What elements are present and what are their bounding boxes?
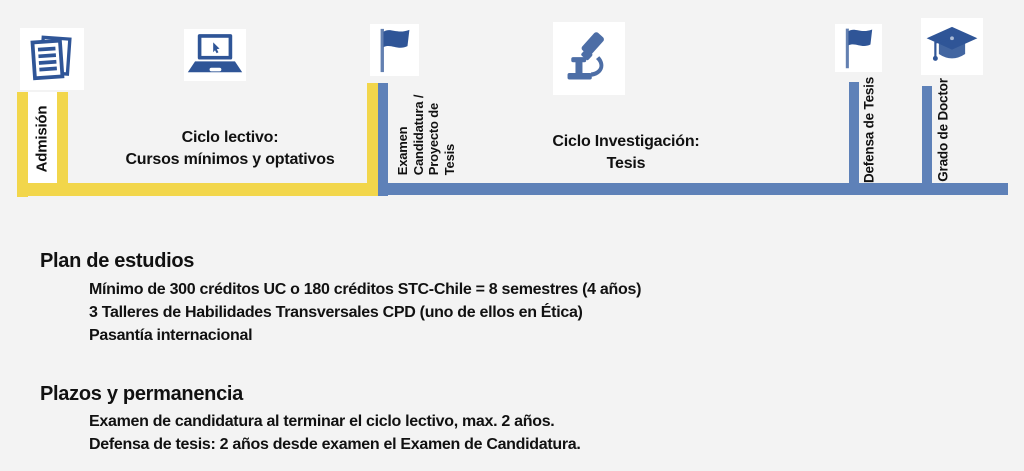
plazos-line-defensa: Defensa de tesis: 2 años desde examen el Examen de Candidatura. xyxy=(89,436,581,453)
ciclo-investigacion-label xyxy=(496,131,756,175)
ciclo-lectivo-subtitle: Cursos mínimos y optativos xyxy=(125,151,335,168)
plazos-heading: Plazos y permanencia xyxy=(40,383,243,405)
examen-candidatura-label xyxy=(395,95,457,175)
admission-label: Admisión xyxy=(33,105,51,173)
admission-icon-box xyxy=(20,28,84,90)
flag-icon xyxy=(838,26,880,70)
graduation-cap-icon xyxy=(924,22,980,72)
plan-line-talleres: 3 Talleres de Habilidades Transversales CPD (uno de ellos en Ética) xyxy=(89,304,583,321)
plan-line-creditos xyxy=(89,278,641,301)
plazos-line-examen: Examen de candidatura al terminar el ciclo lectivo, max. 2 años. xyxy=(89,413,555,430)
examen-yellow-bar xyxy=(367,83,378,196)
ciclo-lectivo-title: Ciclo lectivo: xyxy=(181,129,279,146)
examen-label-line: Tesis xyxy=(441,143,457,176)
plan-line1-seg4: 8 semestres (4 años) xyxy=(488,281,642,298)
ciclo-investigacion-title: Ciclo Investigación: xyxy=(552,133,700,150)
document-icon xyxy=(27,33,77,85)
microscope-icon xyxy=(561,31,617,87)
examen-icon-box xyxy=(370,24,419,76)
defensa-tesis-bar xyxy=(849,82,859,183)
defensa-tesis-label: Defensa de Tesis xyxy=(861,76,877,184)
examen-label-line: Proyecto de xyxy=(426,103,441,176)
plan-line1-seg3: o 180 créditos STC-Chile = xyxy=(290,281,489,298)
plan-line1-seg1: Mínimo de xyxy=(89,281,170,298)
ciclo-investigacion-timeline-bar xyxy=(378,183,1008,195)
grado-icon-box xyxy=(921,18,983,75)
admission-left-bar xyxy=(17,92,28,197)
ciclo-investigacion-subtitle: Tesis xyxy=(606,155,646,172)
examen-label-line: Examen xyxy=(395,126,410,176)
ciclo-lectivo-timeline-bar xyxy=(17,183,377,196)
research-icon-box xyxy=(553,22,625,95)
plan-lines xyxy=(89,278,641,347)
admission-right-bar xyxy=(57,92,68,183)
defensa-icon-box xyxy=(835,24,882,72)
plan-line-pasantia: Pasantía internacional xyxy=(89,327,253,344)
examen-label-line: Candidatura / xyxy=(410,94,426,176)
plazos-lines xyxy=(89,410,581,456)
ciclo-lectivo-label xyxy=(100,127,360,171)
laptop-icon xyxy=(186,31,244,79)
flag-icon xyxy=(373,26,417,74)
plan-line1-seg2: 300 créditos UC xyxy=(169,281,291,298)
grado-doctor-label: Grado de Doctor xyxy=(935,78,951,182)
lective-icon-box xyxy=(184,29,246,81)
examen-blue-bar xyxy=(378,83,388,196)
plan-heading: Plan de estudios xyxy=(40,250,195,272)
grado-doctor-bar xyxy=(922,86,932,183)
